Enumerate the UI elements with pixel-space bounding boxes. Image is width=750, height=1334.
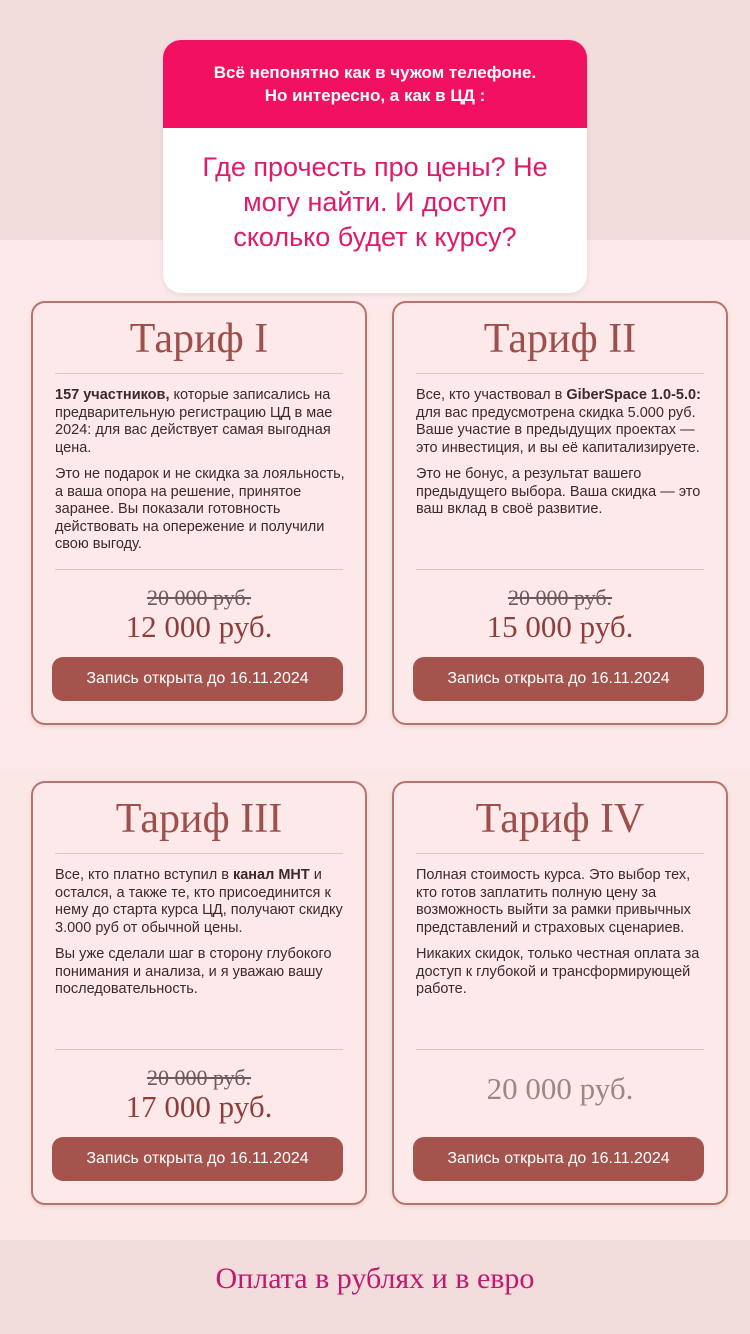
- enroll-button[interactable]: Запись открыта до 16.11.2024: [52, 657, 343, 701]
- tariff-text: и остался, а также те, кто присоединится к нему до старта курса ЦД, получают скидку 3.000 руб от обычной цены.: [55, 867, 343, 936]
- tariff-title: Тариф II: [483, 316, 637, 362]
- divider: [416, 569, 704, 570]
- old-price: 20 000 руб.: [146, 585, 252, 610]
- question-header: [163, 40, 587, 128]
- tariff-text: Все, кто участвовал в: [416, 387, 567, 403]
- tariff-highlight: 157 участников,: [55, 387, 170, 403]
- tariff-description: [416, 387, 708, 528]
- tariff-description: [416, 867, 708, 1008]
- tariff-paragraph: Вы уже сделали шаг в сторону глубокого понимания и анализа, и я уважаю вашу последовательность.: [55, 946, 332, 997]
- question-text: [163, 128, 587, 255]
- enroll-button[interactable]: Запись открыта до 16.11.2024: [413, 1137, 704, 1181]
- tariff-paragraph: Никаких скидок, только честная оплата за доступ к глубокой и трансформирующей работе.: [416, 946, 700, 997]
- tariff-card-4: [392, 781, 728, 1205]
- question-text-line: могу найти. И доступ: [243, 187, 507, 217]
- current-price: 12 000 руб.: [125, 609, 273, 644]
- current-price: 17 000 руб.: [125, 1089, 273, 1124]
- current-price: 15 000 руб.: [486, 609, 634, 644]
- tariff-title: Тариф IV: [475, 796, 645, 842]
- question-header-line: Но интересно, а как в ЦД :: [264, 86, 486, 105]
- enroll-button[interactable]: Запись открыта до 16.11.2024: [52, 1137, 343, 1181]
- divider: [55, 853, 343, 854]
- tariff-text: для вас предусмотрена скидка 5.000 руб. Ваше участие в предыдущих проектах — это инвестиция, и вы её капитализируете.: [416, 404, 700, 456]
- tariff-text: которые записались на предварительную регистрацию ЦД в мае 2024: для вас действует самая выгодная цена.: [55, 387, 333, 456]
- tariff-text: Все, кто платно вступил в: [55, 867, 233, 883]
- tariff-paragraph: [55, 867, 347, 937]
- divider: [55, 1049, 343, 1050]
- tariff-card-1: [31, 301, 367, 725]
- tariff-description: [55, 867, 347, 1008]
- tariff-title: Тариф I: [129, 316, 269, 362]
- divider: [55, 569, 343, 570]
- tariff-description: [55, 387, 347, 563]
- tariff-card-2: [392, 301, 728, 725]
- question-text-line: Где прочесть про цены? Не: [202, 152, 548, 182]
- divider: [416, 373, 704, 374]
- divider: [55, 373, 343, 374]
- payment-currency-note: Оплата в рублях и в евро: [215, 1262, 535, 1295]
- old-price: 20 000 руб.: [146, 1065, 252, 1090]
- tariff-paragraph: Полная стоимость курса. Это выбор тех, кто готов заплатить полную цену за возможность выйти за рамки привычных представлений и страховых сценариев.: [416, 867, 691, 936]
- tariff-title: Тариф III: [115, 796, 283, 842]
- divider: [416, 853, 704, 854]
- enroll-button[interactable]: Запись открыта до 16.11.2024: [413, 657, 704, 701]
- tariff-card-3: [31, 781, 367, 1205]
- divider: [416, 1049, 704, 1050]
- tariff-highlight: канал МНТ: [232, 867, 310, 883]
- tariff-paragraph: [55, 387, 347, 457]
- tariff-paragraph: [416, 387, 708, 457]
- current-price: 20 000 руб.: [486, 1071, 634, 1106]
- question-header-line: Всё непонятно как в чужом телефоне.: [213, 63, 537, 82]
- tariff-paragraph: Это не подарок и не скидка за лояльность, а ваша опора на решение, принятое заранее. Вы показали готовность действовать на опережение и получили свою выгоду.: [55, 466, 345, 552]
- tariff-highlight: GiberSpace 1.0-5.0:: [566, 387, 701, 403]
- old-price: 20 000 руб.: [507, 585, 613, 610]
- tariff-paragraph: Это не бонус, а результат вашего предыдущего выбора. Ваша скидка — это ваш вклад в своё развитие.: [416, 466, 701, 517]
- question-sticker: [163, 40, 587, 293]
- question-text-line: сколько будет к курсу?: [233, 222, 517, 252]
